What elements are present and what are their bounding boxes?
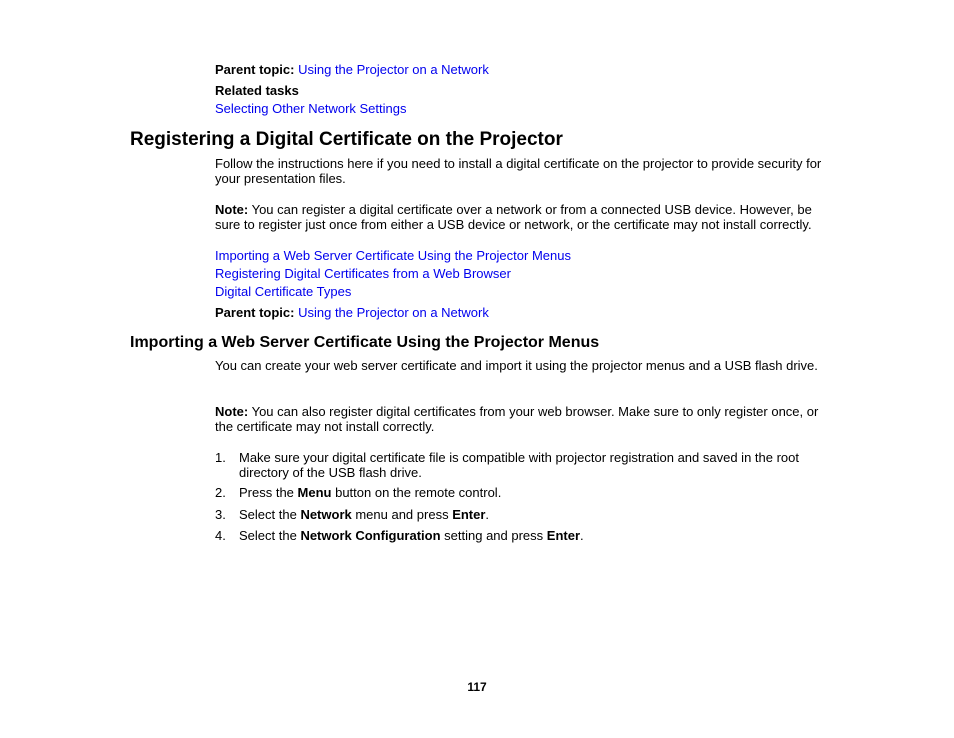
step-text (239, 485, 825, 500)
section1-link-wrap-2 (215, 266, 825, 281)
step-keyword: Network Configuration (300, 528, 441, 543)
parent-topic-link[interactable]: Using the Projector on a Network (298, 62, 489, 77)
step-text-part: Select the (239, 528, 301, 543)
note-text: You can also register digital certificates from your web browser. Make sure to only register once, or the certificate may not install correctly. (215, 404, 819, 434)
note-text: You can register a digital certificate over a network or from a connected USB device. However, be sure to register just once from either a USB device or network, or the certificate may not install correctly. (215, 202, 812, 232)
step-text: Make sure your digital certificate file is compatible with projector registration and saved in the root directory of the USB flash drive. (239, 450, 799, 480)
step-text-part: button on the remote control. (331, 485, 502, 500)
step-text-part: . (485, 507, 490, 522)
parent-topic-section1 (215, 305, 825, 320)
link-digital-certificate-types[interactable]: Digital Certificate Types (215, 284, 352, 299)
step-number: 3. (215, 507, 226, 522)
step-text-part: Press the (239, 485, 298, 500)
step-keyword: Enter (452, 507, 486, 522)
section-heading-importing: Importing a Web Server Certificate Using the Projector Menus (130, 334, 600, 351)
step-number: 4. (215, 528, 226, 543)
related-tasks-label: Related tasks (215, 83, 299, 98)
note-label: Note: (215, 404, 249, 419)
step-text-part: Select the (239, 507, 301, 522)
step-text (239, 507, 825, 522)
link-registering-from-browser[interactable]: Registering Digital Certificates from a Web Browser (215, 266, 511, 281)
related-task-link-wrap (215, 101, 825, 116)
section-heading-registering: Registering a Digital Certificate on the Projector (130, 129, 563, 150)
parent-topic-label: Parent topic: (215, 62, 295, 77)
section1-intro: Follow the instructions here if you need to install a digital certificate on the projector to provide security for your presentation files. (215, 156, 822, 186)
section1-link-wrap-3 (215, 284, 825, 299)
step-text-part: . (580, 528, 584, 543)
step-number: 1. (215, 450, 226, 465)
step-text-part: menu and press (351, 507, 453, 522)
step-text (239, 528, 825, 543)
step-text-part: setting and press (440, 528, 547, 543)
link-importing-web-server-cert[interactable]: Importing a Web Server Certificate Using the Projector Menus (215, 248, 571, 263)
parent-topic-label: Parent topic: (215, 305, 295, 320)
section2-note (215, 404, 825, 434)
section1-note (215, 202, 825, 232)
step-number: 2. (215, 485, 226, 500)
step-keyword: Menu (297, 485, 332, 500)
parent-topic-top (215, 62, 825, 77)
step-keyword: Network (300, 507, 352, 522)
section2-intro: You can create your web server certificate and import it using the projector menus and a USB flash drive. (215, 358, 818, 373)
page-number: 117 (467, 680, 487, 694)
section1-link-wrap-1 (215, 248, 825, 263)
step-keyword: Enter (546, 528, 581, 543)
note-label: Note: (215, 202, 249, 217)
related-task-link[interactable]: Selecting Other Network Settings (215, 101, 407, 116)
parent-topic-link[interactable]: Using the Projector on a Network (298, 305, 489, 320)
